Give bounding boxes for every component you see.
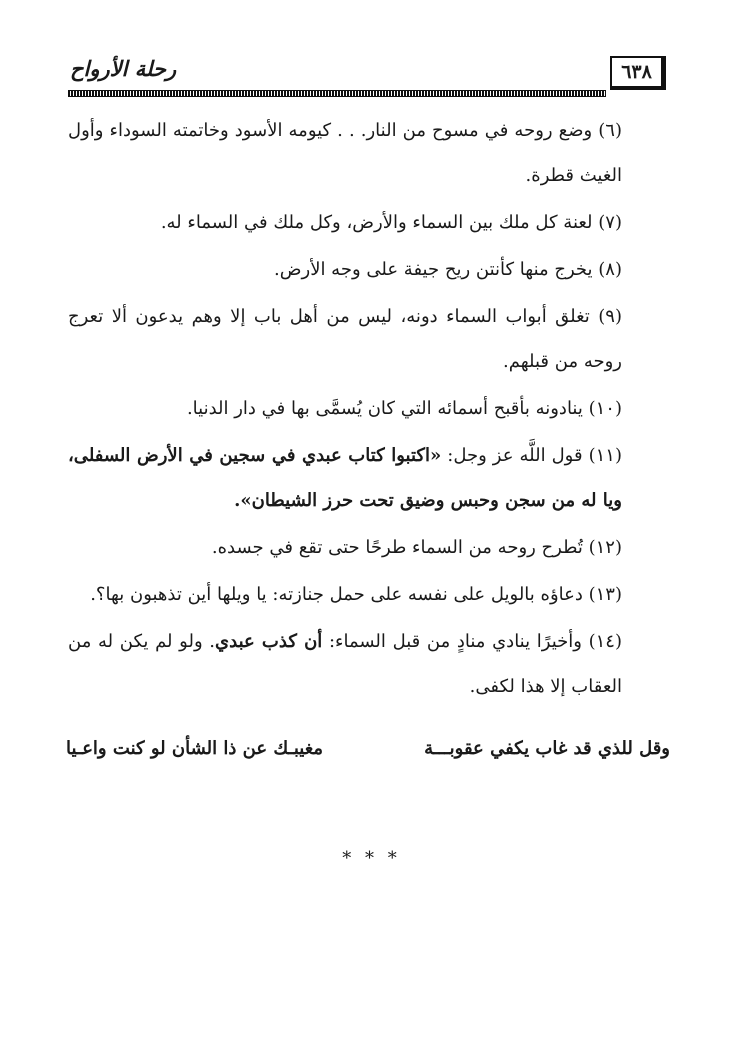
- paragraph-14: [68, 619, 668, 709]
- paragraph-11: [68, 433, 668, 523]
- verse-first-hemistich: وقل للذي قد غاب يكفي عقوبـــة: [424, 738, 670, 759]
- body-text: [68, 108, 668, 711]
- paragraph-9: (٩) تغلق أبواب السماء دونه، ليس من أهل باب إلا وهم يدعون ألا تعرج روحه من قبلهم.: [68, 306, 622, 372]
- paragraph-14-bold: أن كذب عبدي: [215, 631, 323, 652]
- paragraph-8: (٨) يخرج منها كأنتن ريح جيفة على وجه الأرض.: [274, 259, 622, 280]
- page-number: ٦٣٨: [610, 56, 666, 90]
- page-header: [68, 50, 668, 98]
- paragraph-6: (٦) وضع روحه في مسوح من النار. . . كيومه الأسود وخاتمته السوداء وأول الغيث قطرة.: [68, 120, 622, 186]
- verse-second-hemistich: مغيبـك عن ذا الشأن لو كنت واعـيا: [66, 738, 324, 759]
- section-ornament: * * *: [342, 848, 401, 869]
- paragraph-10: (١٠) ينادونه بأقبح أسمائه التي كان يُسمَّى بها في دار الدنيا.: [186, 398, 622, 419]
- paragraph-14-tail: . ولو لم يكن له من العقاب إلا هذا لكفى.: [68, 631, 622, 697]
- paragraph-14-lead: (١٤) وأخيرًا ينادي منادٍ من قبل السماء:: [322, 631, 622, 652]
- paragraph-12: (١٢) تُطرح روحه من السماء طرحًا حتى تقع في جسده.: [211, 537, 622, 558]
- running-title: رحلة الأرواح: [70, 56, 177, 81]
- poetry-verse: [66, 738, 670, 778]
- header-rule: [68, 90, 606, 97]
- paragraph-7: (٧) لعنة كل ملك بين السماء والأرض، وكل ملك في السماء له.: [160, 212, 622, 233]
- paragraph-11-lead: (١١) قول اللَّه عز وجل:: [441, 445, 622, 466]
- paragraph-13: (١٣) دعاؤه بالويل على نفسه على حمل جنازته: يا ويلها أين تذهبون بها؟.: [90, 584, 622, 605]
- paragraph-11-quote: «اكتبوا كتاب عبدي في سجين في الأرض السفلى، ويا له من سجن وحبس وضيق تحت حرز الشيطان».: [68, 445, 622, 511]
